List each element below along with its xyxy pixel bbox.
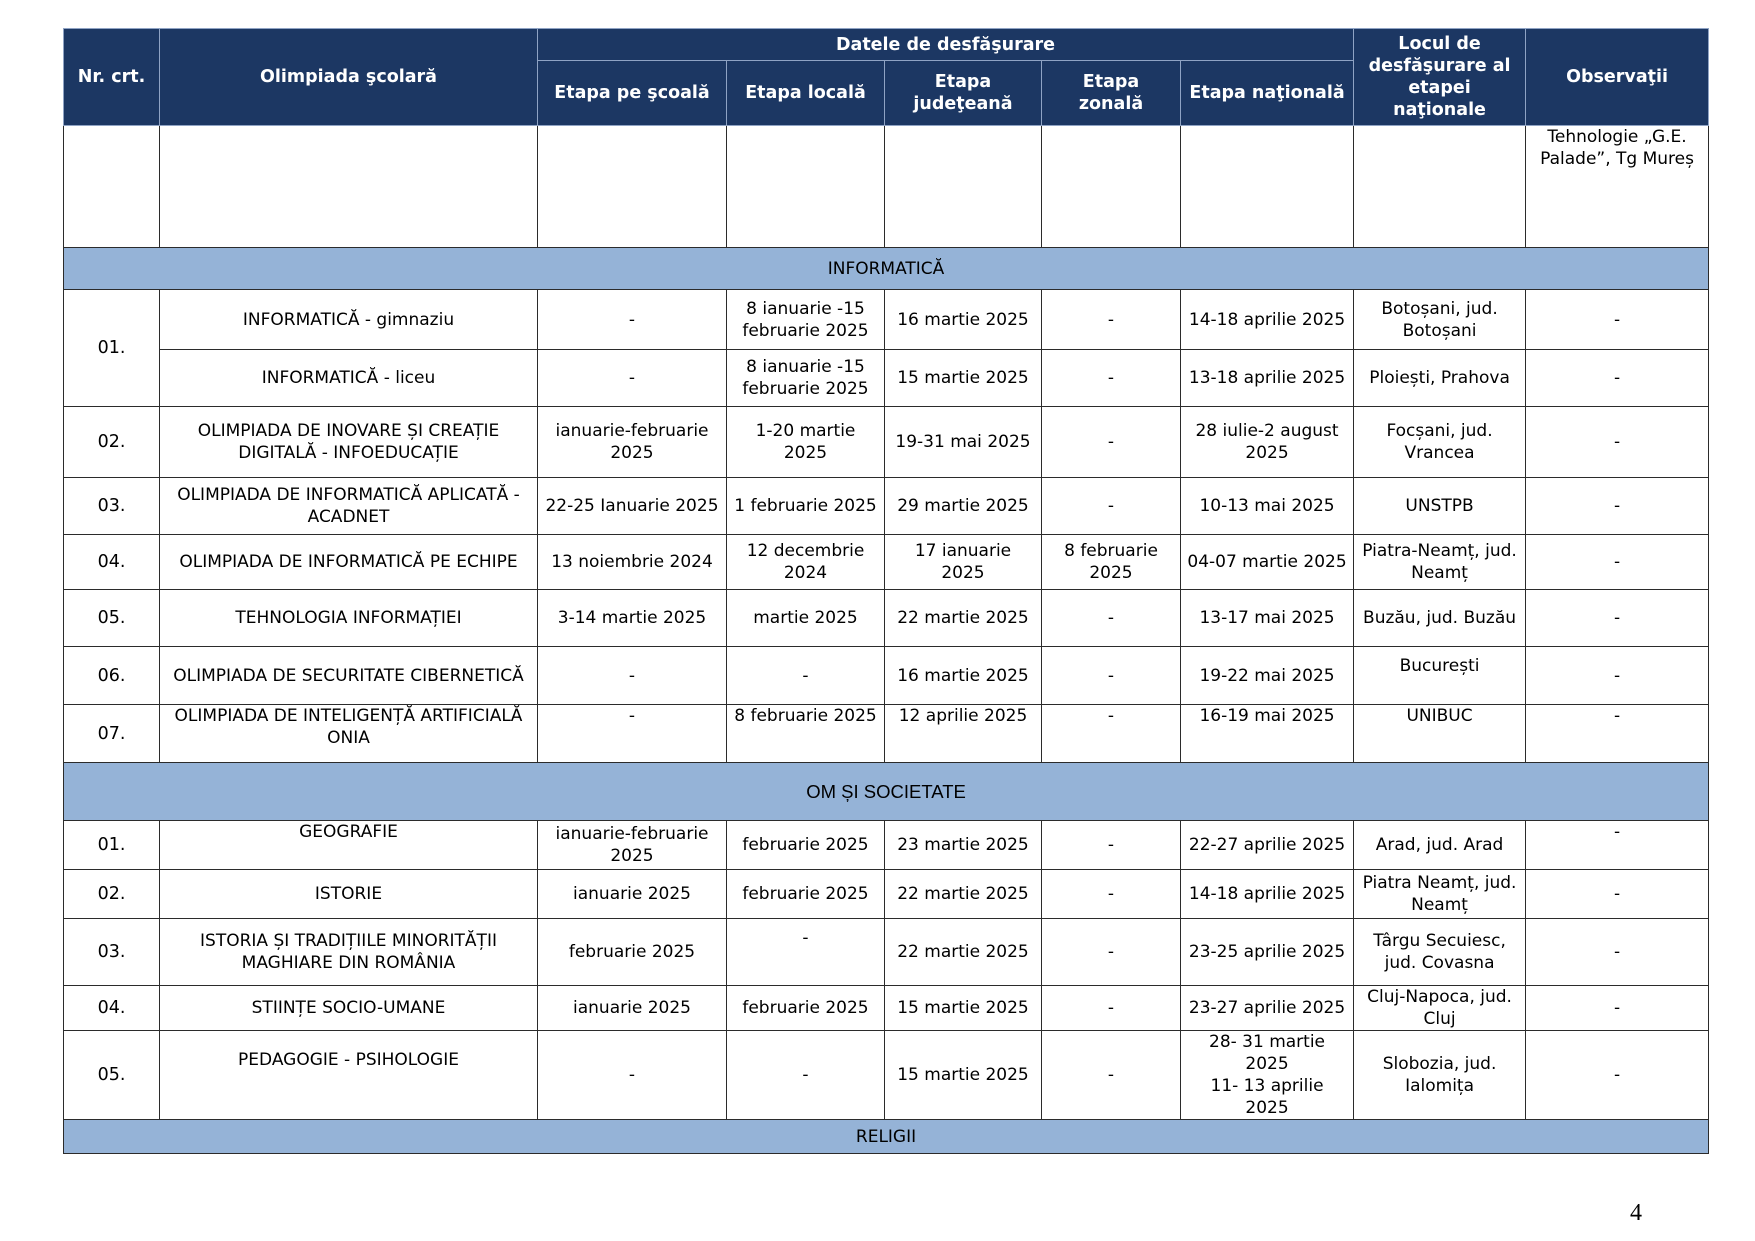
row-judeteana: 16 martie 2025 [885,290,1042,350]
row-olympiad: GEOGRAFIE [160,821,538,870]
row-olympiad: ISTORIA ȘI TRADIȚIILE MINORITĂȚII MAGHIARE DIN ROMÂNIA [160,919,538,986]
row-scoala: februarie 2025 [538,919,727,986]
row-observatii: - [1526,647,1709,705]
row-zonala: - [1042,705,1181,763]
header-observatii: Observaţii [1526,29,1709,126]
row-judeteana: 17 ianuarie 2025 [885,535,1042,590]
row-observatii: - [1526,919,1709,986]
row-nr: 05. [64,1031,160,1120]
row-zonala: - [1042,350,1181,407]
row-olympiad: OLIMPIADA DE INFORMATICĂ APLICATĂ - ACADNET [160,478,538,535]
table-row [64,126,1709,248]
row-zonala: - [1042,590,1181,647]
row-locala: 1-20 martie 2025 [727,407,885,478]
row-locala: - [727,647,885,705]
row-nr: 02. [64,407,160,478]
header-olimpiada: Olimpiada şcolară [160,29,538,126]
header-judeteana: Etapa judeţeană [885,61,1042,126]
row-locala: 8 ianuarie -15 februarie 2025 [727,350,885,407]
row-olympiad: TEHNOLOGIA INFORMAȚIEI [160,590,538,647]
row-judeteana: 19-31 mai 2025 [885,407,1042,478]
row-scoala: ianuarie 2025 [538,870,727,919]
row-nr: 02. [64,870,160,919]
row-judeteana: 15 martie 2025 [885,350,1042,407]
row-locala: 1 februarie 2025 [727,478,885,535]
header-nationala: Etapa naţională [1181,61,1354,126]
row-zonala: 8 februarie 2025 [1042,535,1181,590]
table-row [64,821,1709,870]
row-scoala: - [538,647,727,705]
row-locala: 12 decembrie 2024 [727,535,885,590]
section-informatica: INFORMATICĂ [64,248,1709,290]
carry-over-observation: Tehnologie „G.E. Palade”, Tg Mureș [1526,126,1709,248]
row-olympiad: ISTORIE [160,870,538,919]
row-olympiad: INFORMATICĂ - liceu [160,350,538,407]
row-scoala: ianuarie 2025 [538,986,727,1031]
table-row [64,590,1709,647]
row-observatii: - [1526,407,1709,478]
row-nr: 04. [64,535,160,590]
row-locul: Piatra-Neamț, jud. Neamț [1354,535,1526,590]
row-olympiad: INFORMATICĂ - gimnaziu [160,290,538,350]
row-judeteana: 22 martie 2025 [885,870,1042,919]
table-row [64,350,1709,407]
row-observatii: - [1526,821,1709,870]
row-nationala: 23-27 aprilie 2025 [1181,986,1354,1031]
row-nationala: 13-17 mai 2025 [1181,590,1354,647]
header-zonala: Etapa zonală [1042,61,1181,126]
row-scoala: 22-25 Ianuarie 2025 [538,478,727,535]
row-observatii: - [1526,535,1709,590]
row-nr: 01. [64,290,160,407]
row-locala: februarie 2025 [727,986,885,1031]
row-locul: UNIBUC [1354,705,1526,763]
header-locala: Etapa locală [727,61,885,126]
row-locul: Slobozia, jud. Ialomița [1354,1031,1526,1120]
row-observatii: - [1526,478,1709,535]
row-scoala: - [538,1031,727,1120]
row-zonala: - [1042,407,1181,478]
row-olympiad: PEDAGOGIE - PSIHOLOGIE [160,1031,538,1120]
row-judeteana: 12 aprilie 2025 [885,705,1042,763]
row-judeteana: 29 martie 2025 [885,478,1042,535]
row-nationala-cell [1181,1031,1354,1120]
row-scoala: 3-14 martie 2025 [538,590,727,647]
row-nr: 04. [64,986,160,1031]
section-row [64,248,1709,290]
row-nr: 03. [64,919,160,986]
row-zonala: - [1042,919,1181,986]
row-observatii: - [1526,870,1709,919]
row-olympiad: STIINȚE SOCIO-UMANE [160,986,538,1031]
header-locul: Locul de desfăşurare al etapei naţionale [1354,29,1526,126]
row-zonala: - [1042,1031,1181,1120]
section-row [64,763,1709,821]
row-olympiad: OLIMPIADA DE INFORMATICĂ PE ECHIPE [160,535,538,590]
row-judeteana: 23 martie 2025 [885,821,1042,870]
row-locala: martie 2025 [727,590,885,647]
table-row [64,705,1709,763]
row-nationala: 14-18 aprilie 2025 [1181,290,1354,350]
row-locul: Ploiești, Prahova [1354,350,1526,407]
table-row [64,290,1709,350]
row-locul: Arad, jud. Arad [1354,821,1526,870]
table-row [64,919,1709,986]
row-zonala: - [1042,478,1181,535]
row-nationala: 22-27 aprilie 2025 [1181,821,1354,870]
row-olympiad: OLIMPIADA DE INTELIGENȚĂ ARTIFICIALĂ ONIA [160,705,538,763]
row-locul: București [1354,647,1526,705]
row-locala: 8 ianuarie -15 februarie 2025 [727,290,885,350]
row-nr: 06. [64,647,160,705]
row-locala: - [727,1031,885,1120]
row-nr: 01. [64,821,160,870]
header-scoala: Etapa pe şcoală [538,61,727,126]
row-nr: 05. [64,590,160,647]
row-nationala: 04-07 martie 2025 [1181,535,1354,590]
row-olympiad: OLIMPIADA DE INOVARE ȘI CREAȚIE DIGITALĂ - INFOEDUCAȚIE [160,407,538,478]
section-row [64,1120,1709,1154]
row-locul: Botoșani, jud. Botoșani [1354,290,1526,350]
header-nr: Nr. crt. [64,29,160,126]
row-locala: februarie 2025 [727,821,885,870]
section-om-si-societate: OM ȘI SOCIETATE [64,763,1709,821]
row-judeteana: 15 martie 2025 [885,1031,1042,1120]
row-scoala: ianuarie-februarie 2025 [538,407,727,478]
row-locala: - [727,919,885,986]
row-observatii: - [1526,350,1709,407]
row-locala: 8 februarie 2025 [727,705,885,763]
row-locul: UNSTPB [1354,478,1526,535]
row-nr: 03. [64,478,160,535]
row-zonala: - [1042,821,1181,870]
row-locul: Târgu Secuiesc, jud. Covasna [1354,919,1526,986]
row-locul: Focșani, jud. Vrancea [1354,407,1526,478]
row-observatii: - [1526,290,1709,350]
page-number: 4 [1630,1200,1642,1226]
row-nationala: 23-25 aprilie 2025 [1181,919,1354,986]
row-zonala: - [1042,647,1181,705]
row-scoala: ianuarie-februarie 2025 [538,821,727,870]
row-judeteana: 22 martie 2025 [885,919,1042,986]
row-zonala: - [1042,290,1181,350]
row-nationala: 16-19 mai 2025 [1181,705,1354,763]
row-nr: 07. [64,705,160,763]
row-zonala: - [1042,986,1181,1031]
table-row [64,986,1709,1031]
row-nationala: 10-13 mai 2025 [1181,478,1354,535]
row-zonala: - [1042,870,1181,919]
table-row [64,535,1709,590]
row-nationala-second: 11- 13 aprilie 2025 [1210,1076,1324,1118]
row-judeteana: 22 martie 2025 [885,590,1042,647]
row-nationala: 28 iulie-2 august 2025 [1181,407,1354,478]
row-observatii: - [1526,986,1709,1031]
section-religii: RELIGII [64,1120,1709,1154]
row-scoala: - [538,290,727,350]
row-locul: Cluj-Napoca, jud. Cluj [1354,986,1526,1031]
row-judeteana: 16 martie 2025 [885,647,1042,705]
row-observatii: - [1526,705,1709,763]
row-observatii: - [1526,1031,1709,1120]
table-row [64,870,1709,919]
row-locul: Piatra Neamț, jud. Neamț [1354,870,1526,919]
row-observatii: - [1526,590,1709,647]
row-nationala: 19-22 mai 2025 [1181,647,1354,705]
table-row [64,478,1709,535]
row-nationala: 14-18 aprilie 2025 [1181,870,1354,919]
olympiad-calendar-table [63,28,1709,1154]
row-locala: februarie 2025 [727,870,885,919]
row-scoala: - [538,705,727,763]
row-nationala: 13-18 aprilie 2025 [1181,350,1354,407]
row-scoala: 13 noiembrie 2024 [538,535,727,590]
table-row [64,1031,1709,1120]
row-scoala: - [538,350,727,407]
row-locul: Buzău, jud. Buzău [1354,590,1526,647]
table-row [64,407,1709,478]
row-nationala: 28- 31 martie 2025 [1209,1032,1326,1074]
row-judeteana: 15 martie 2025 [885,986,1042,1031]
header-datele: Datele de desfăşurare [538,29,1354,61]
table-row [64,647,1709,705]
row-olympiad: OLIMPIADA DE SECURITATE CIBERNETICĂ [160,647,538,705]
